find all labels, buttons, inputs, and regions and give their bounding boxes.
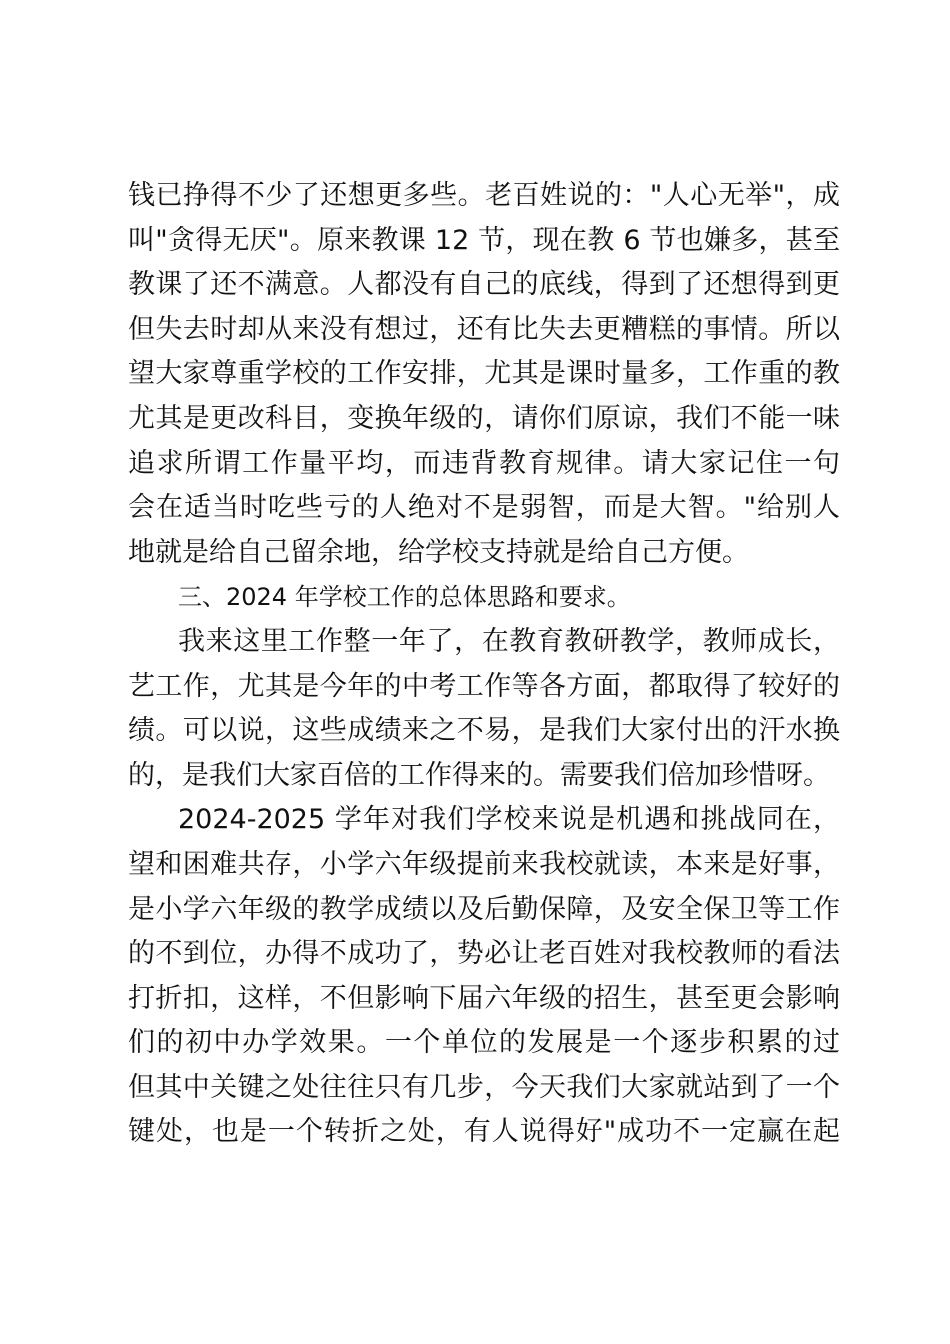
text-line: 望大家尊重学校的工作安排，尤其是课时量多，工作重的教 [128,358,840,390]
text-line: 是小学六年级的教学成绩以及后勤保障，及安全保卫等工作 [128,893,840,925]
text-line: 追求所谓工作量平均，而违背教育规律。请大家记住一句 [128,447,840,479]
text-line: 但失去时却从来没有想过，还有比失去更糟糕的事情。所以 [128,313,840,345]
text-line: 们的初中办学效果。一个单位的发展是一个逐步积累的过 [128,1027,840,1059]
text-line: 我来这里工作整一年了，在教育教研教学，教师成长， [178,625,840,657]
text-line: 尤其是更改科目，变换年级的，请你们原谅，我们不能一味 [128,402,840,434]
text-line: 但其中关键之处往往只有几步，今天我们大家就站到了一个 [128,1071,840,1103]
text-line: 的不到位，办得不成功了，势必让老百姓对我校教师的看法 [128,938,840,970]
text-line: 望和困难共存，小学六年级提前来我校就读，本来是好事， [128,848,840,880]
section-heading: 三、2024 年学校工作的总体思路和要求。 [178,583,631,612]
text-line: 会在适当时吃些亏的人绝对不是弱智，而是大智。"给别人 [128,492,840,524]
text-line: 键处，也是一个转折之处，有人说得好"成功不一定赢在起 [128,1116,840,1148]
text-line: 钱已挣得不少了还想更多些。老百姓说的："人心无举"，成 [128,180,840,211]
text-line: 的，是我们大家百倍的工作得来的。需要我们倍加珍惜呀。 [128,759,830,791]
text-line: 打折扣，这样，不但影响下届六年级的招生，甚至更会影响 [128,982,840,1014]
text-line: 2024-2025 学年对我们学校来说是机遇和挑战同在， [178,804,840,836]
text-line: 叫"贪得无厌"。原来教课 12 节，现在教 6 节也嫌多，甚至 [128,224,840,256]
body-text [128,174,840,1155]
text-line: 绩。可以说，这些成绩来之不易，是我们大家付出的汗水换 [128,715,840,747]
text-line: 教课了还不满意。人都没有自己的底线，得到了还想得到更 [128,269,840,301]
text-line: 地就是给自己留余地，给学校支持就是给自己方便。 [128,536,749,568]
text-line: 艺工作，尤其是今年的中考工作等各方面，都取得了较好的 [128,670,840,702]
